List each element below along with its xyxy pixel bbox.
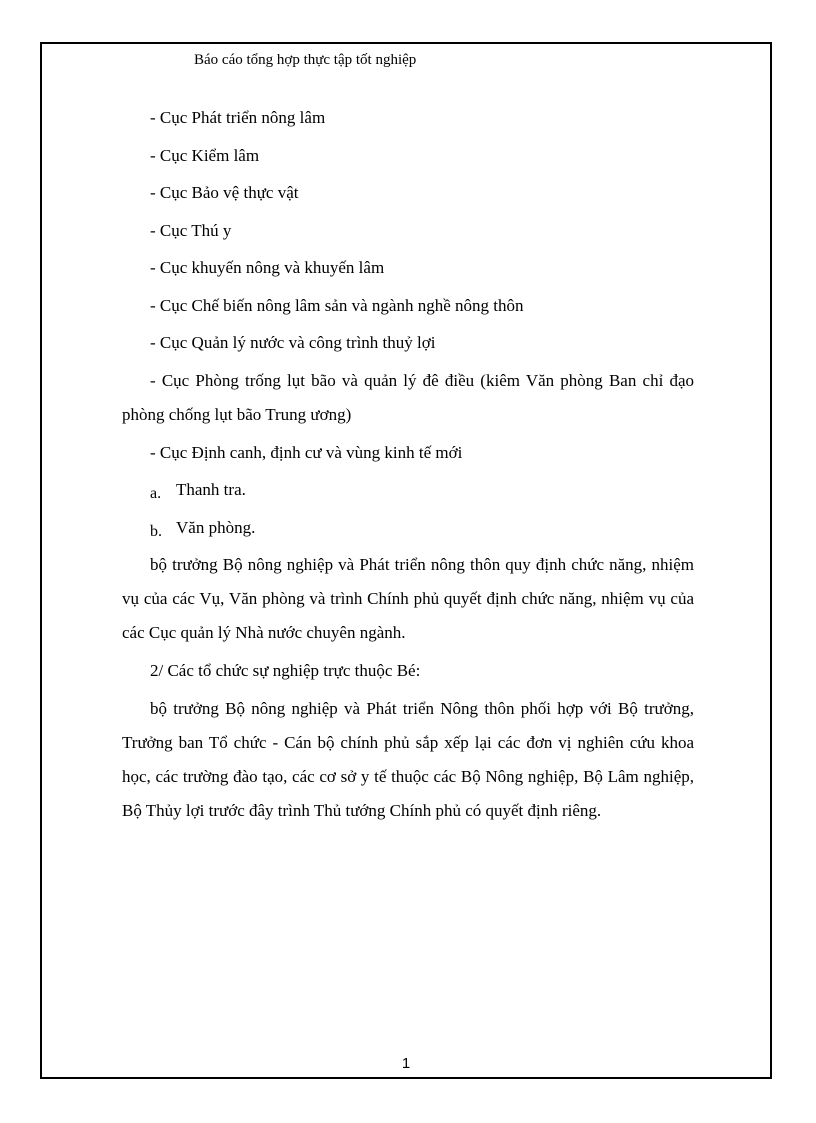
- paragraph-reorganization: bộ trưởng Bộ nông nghiệp và Phát triển Nông thôn phối hợp với Bộ trưởng, Trưởng ban Tổ chức - Cán bộ chính phủ sắp xếp lại các đơn vị nghiên cứu khoa học, các trường đào tạo, các cơ sở y tế thuộc các Bộ Nông nghiệp, Bộ Lâm nghiệp, Bộ Thủy lợi trước đây trình Thủ tướng Chính phủ có quyết định riêng.: [122, 698, 694, 820]
- section-heading: 2/ Các tổ chức sự nghiệp trực thuộc Bé:: [150, 661, 421, 680]
- list-marker: a.: [150, 485, 162, 502]
- department-item-flood-control: - Cục Phòng trống lụt bão và quản lý đê điều (kiêm Văn phòng Ban chỉ đạo phòng chống lụt bão Trung ương): [122, 370, 694, 424]
- list-item-text: Văn phòng.: [176, 517, 256, 537]
- department-item-settlement: - Cục Định canh, định cư và vùng kinh tế mới: [150, 442, 463, 462]
- page-header: Báo cáo tổng hợp thực tập tốt nghiệp: [194, 52, 417, 68]
- list-item-inspection: [122, 471, 694, 509]
- department-item-development: - Cục Phát triển nông lâm: [150, 108, 326, 127]
- department-item-water-management: - Cục Quản lý nước và công trình thuỷ lợi: [150, 333, 436, 352]
- list-item-office: [122, 509, 694, 547]
- list-marker: b.: [150, 522, 162, 540]
- department-item-veterinary: - Cục Thú y: [150, 220, 232, 240]
- page-number: 1: [401, 1055, 411, 1072]
- department-item-forest-protection: - Cục Kiểm lâm: [150, 145, 260, 165]
- document-page: [40, 42, 772, 1079]
- department-item-processing: - Cục Chế biến nông lâm sản và ngành nghề nông thôn: [150, 295, 524, 315]
- department-item-extension: - Cục khuyến nông và khuyến lâm: [150, 258, 385, 277]
- paragraph-functions: bộ trưởng Bộ nông nghiệp và Phát triển nông thôn quy định chức năng, nhiệm vụ của các Vụ, Văn phòng và trình Chính phủ quyết định chức năng, nhiệm vụ của các Cục quản lý Nhà nước chuyên ngành.: [122, 555, 694, 642]
- list-item-text: Thanh tra.: [176, 480, 246, 499]
- document-body: [122, 99, 694, 828]
- department-item-plant-protection: - Cục Bảo vệ thực vật: [150, 183, 299, 202]
